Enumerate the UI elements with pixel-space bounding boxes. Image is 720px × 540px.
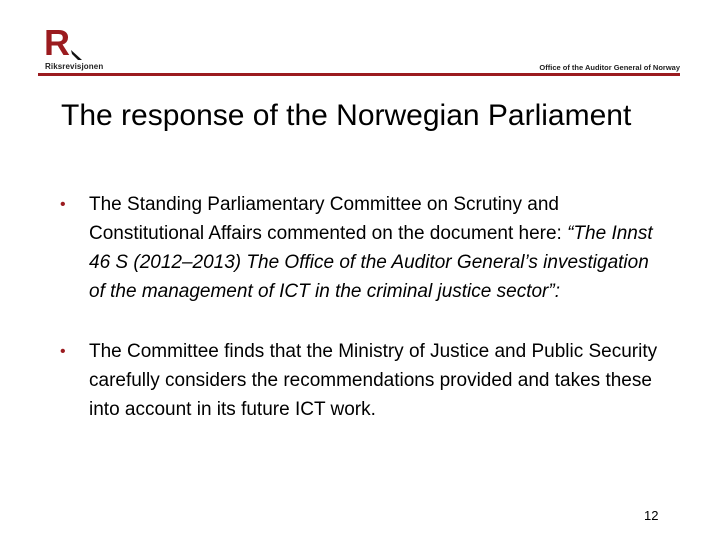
bullet-list — [60, 190, 660, 424]
bullet-marker-icon: • — [60, 196, 66, 213]
bullet-item-committee-comment — [60, 190, 660, 306]
bullet-text: The Standing Parliamentary Committee on Scrutiny and Constitutional Affairs commented on the document here: — [89, 194, 568, 244]
bullet-item-committee-finding — [60, 337, 660, 424]
header-divider — [38, 73, 680, 76]
organization-name: Office of the Auditor General of Norway — [539, 63, 680, 72]
logo-wordmark: Riksrevisjonen — [45, 62, 104, 71]
riksrevisjonen-logo — [44, 26, 124, 74]
riksrevisjonen-r-logo-icon — [44, 26, 84, 60]
document-reference: “The Innst 46 S (2012–2013) The Office of the Auditor General’s investigation of the management of ICT in the criminal justice sector”: — [89, 223, 653, 302]
logo-letter: R — [44, 26, 70, 60]
page-number: 12 — [644, 508, 659, 523]
bullet-marker-icon: • — [60, 343, 66, 360]
slide-title: The response of the Norwegian Parliament — [61, 99, 632, 132]
bullet-text: The Committee finds that the Ministry of Justice and Public Security carefully considers the recommendations provided and takes these into account in its future ICT work. — [89, 341, 658, 420]
